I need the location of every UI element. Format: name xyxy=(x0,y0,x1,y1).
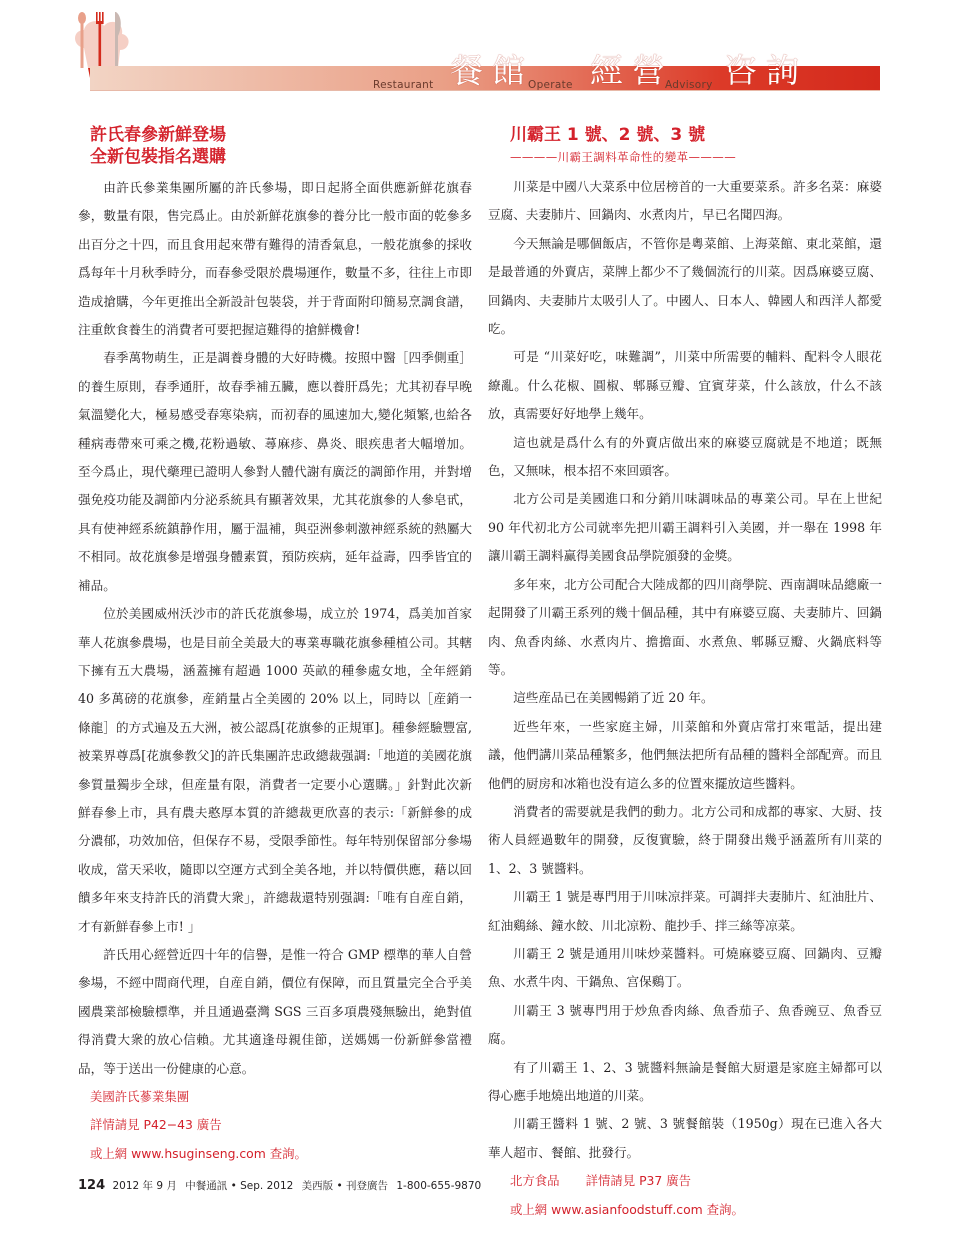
header-zh-operate: 經營 xyxy=(590,51,674,90)
right-article-paragraph: 川霸王醬料 1 號、2 號、3 號餐館裝（1950g）現在已進入各大華人超市、餐館、批發行。 xyxy=(488,1116,882,1160)
left-article xyxy=(78,124,472,1168)
right-article-title: 川霸王 1 號、2 號、3 號 xyxy=(510,125,706,145)
left-article-paragraph: 位於美國威州沃沙市的許氏花旗參場，成立於 1974，爲美加首家華人花旗參農場，也是目前全美最大的專業專職花旗參種植公司。其轄下擁有五大農場，涵蓋擁有超過 1000 英畝的種參處女地，全年經銷 40 多萬磅的花旗參，産銷量占全美國的 20% 以上，同時以［産銷一條龍］的方式遍及五大洲，被公認爲[花旗參的正規軍]。種參經驗豐富,被業界尊爲[花旗參教父]的許氏集團許忠政總裁强調:「地道的美國花旗參質量獨步全球，但産量有限，消費者一定要小心選購。」針對此次新鮮春參上市，具有農夫憨厚本質的許總裁更欣喜的表示:「新鮮參的成分濃郁，功效加倍，但保存不易，受限季節性。每年特别保留部分參場收成，當天采收，隨即以空運方式到全美各地，并以特價供應，藉以回饋多年來支持許氏的消費大衆」，許總裁還特别强調:「唯有自産自銷，才有新鮮春參上市! 」 xyxy=(78,606,472,934)
footer-date: 2012 年 9 月 xyxy=(112,1180,177,1192)
left-article-title-line2: 全新包裝指名選購 xyxy=(90,147,226,167)
right-article-subtitle: ————川霸王調料革命性的變革———— xyxy=(510,150,737,164)
right-article-paragraph: 這也就是爲什么有的外賣店做出來的麻婆豆腐就是不地道；既無色，又無味，根本招不來回頭客。 xyxy=(488,434,882,479)
right-article-paragraph: 可是 “川菜好吃，味難調”，川菜中所需要的輔料、配料令人眼花繚亂。什么花椒、圓椒、郫縣豆瓣、宜賓芽菜，什么該放，什么不該放，真需要好好地學上幾年。 xyxy=(488,349,882,422)
right-article-paragraph: 北方公司是美國進口和分銷川味調味品的專業公司。早在上世紀 90 年代初北方公司就率先把川霸王調料引入美國，并一舉在 1998 年讓川霸王調料赢得美國食品學院頒發的金獎。 xyxy=(488,491,882,564)
page-footer xyxy=(78,1178,486,1193)
right-article-paragraph: 川菜是中國八大菜系中位居榜首的一大重要菜系。許多名菜：麻婆豆腐、夫妻肺片、回鍋肉、水煮肉片，早已名聞四海。 xyxy=(488,179,882,223)
right-article-paragraph: 川霸王 2 號是通用川味炒菜醬料。可燒麻婆豆腐、回鍋肉、豆瓣魚、水煮牛肉、干鍋魚、宫保鷄丁。 xyxy=(488,945,882,990)
right-article-contact-line xyxy=(488,1167,882,1195)
left-article-paragraph: 由許氏參業集團所屬的許氏參場，即日起將全面供應新鮮花旗春參，數量有限，售完爲止。由於新鮮花旗參的養分比一般市面的乾參多出百分之十四，而且食用起來帶有難得的清香氣息，一般花旗參的採收爲每年十月秋季時分，而春參受限於農場運作，數量不多，往往上市即造成搶購，今年更推出全新設計包裝袋，并于背面附印簡易烹調食譜，注重飲食養生的消費者可要把握這難得的搶鮮機會! xyxy=(78,180,472,338)
right-article-company: 北方食品 xyxy=(510,1173,560,1189)
left-article-title-line1: 許氏春參新鮮登場 xyxy=(90,125,226,145)
right-article-website-link[interactable]: 或上網 www.asianfoodstuff.com 查詢。 xyxy=(510,1201,744,1217)
right-article-details-link[interactable]: 詳情請見 P37 廣告 xyxy=(585,1173,692,1189)
right-article-paragraph: 多年來，北方公司配合大陸成都的四川商學院、西南調味品總廠一起開發了川霸王系列的幾十個品種，其中有麻婆豆腐、夫妻肺片、回鍋肉、魚香肉絲、水煮肉片、擔擔面、水煮魚、郫縣豆瓣、火鍋底料等等。 xyxy=(488,576,882,677)
footer-phone: 1-800-655-9870 xyxy=(396,1180,482,1192)
right-article-paragraph: 近些年來，一些家庭主婦，川菜館和外賣店常打來電話，提出建議，他們講川菜品種繁多，他們無法把所有品種的醬料全部配齊。而且他們的厨房和冰箱也没有這么多的位置來擺放這些醬料。 xyxy=(488,718,882,791)
footer-edition: 美西版 • 刊登廣告 xyxy=(301,1180,389,1192)
right-article-body xyxy=(488,173,882,1167)
right-article-paragraph: 有了川霸王 1、2、3 號醬料無論是餐館大厨還是家庭主婦都可以得心應手地燒出地道的川菜。 xyxy=(488,1059,882,1103)
right-article-paragraph: 今天無論是哪個飯店，不管你是粵菜館、上海菜館、東北菜館，還是最普通的外賣店，菜牌上都少不了幾個流行的川菜。因爲麻婆豆腐、回鍋肉、夫妻肺片太吸引人了。中國人、日本人、韓國人和西洋人都愛吃。 xyxy=(488,235,882,337)
right-article-paragraph: 川霸王 3 號專門用于炒魚香肉絲、魚香茄子、魚香豌豆、魚香豆腐。 xyxy=(488,1002,882,1047)
right-article xyxy=(488,124,882,1224)
header-zh-restaurant: 餐館 xyxy=(450,51,534,90)
page-number: 124 xyxy=(78,1178,106,1193)
left-article-paragraph: 春季萬物萌生，正是調養身體的大好時機。按照中醫［四季側重］的養生原則，春季通肝，故春季補五臟，應以養肝爲先；尤其初春早晚氣溫變化大，極易感受春寒染病，而初春的風速加大,變化頻繁,也給各種病毒帶來可乘之機,花粉過敏、蕁麻疹、鼻炎、眼疾患者大幅增加。至今爲止，現代藥理已證明人參對人體代謝有廣泛的調節作用，并對增强免疫功能及調節内分泌系統具有顯著效果，尤其花旗參的人參皂甙，具有使神經系統鎮静作用，屬于温補，與亞洲參刺激神經系統的熱屬大不相同。故花旗參是增强身體素質，預防疾病，延年益壽，四季皆宜的補品。 xyxy=(78,350,472,593)
header-en-advisory: Advisory xyxy=(665,79,713,91)
right-article-paragraph: 這些産品已在美國暢銷了近 20 年。 xyxy=(513,690,714,706)
footer-magazine: 中餐通訊 • Sep. 2012 xyxy=(185,1180,294,1192)
header-zh-advisory: 咨詢 xyxy=(724,51,808,90)
right-article-paragraph: 川霸王 1 號是專門用于川味凉拌菜。可調拌夫妻肺片、紅油肚片、紅油鷄絲、鐘水餃、川北凉粉、龍抄手、拌三絲等凉菜。 xyxy=(488,889,882,933)
header-en-restaurant: Restaurant xyxy=(373,79,434,91)
left-article-company: 美國許氏蔘業集團 xyxy=(90,1089,190,1104)
left-article-website-link[interactable]: 或上網 www.hsuginseng.com 查詢。 xyxy=(90,1145,307,1161)
left-article-details-link[interactable]: 詳情請見 P42−43 廣告 xyxy=(90,1117,222,1133)
left-article-paragraph: 許氏用心經營近四十年的信譽，是惟一符合 GMP 標準的華人自營參場，不經中間商代理，自産自銷，價位有保障，而且質量完全合乎美國農業部檢驗標準，并且通過臺灣 SGS 三百多項農殘無驗出，絶對值得消費大衆的放心信賴。尤其適逢母親佳節，送媽媽一份新鮮參當禮品，等于送出一份健康的心意。 xyxy=(78,946,472,1076)
right-article-paragraph: 消費者的需要就是我們的動力。北方公司和成都的專家、大厨、技術人員經過數年的開發，反復實驗，終于開發出幾乎涵蓋所有川菜的 1、2、3 號醬料。 xyxy=(488,803,882,876)
header-en-operate: Operate xyxy=(528,79,573,91)
